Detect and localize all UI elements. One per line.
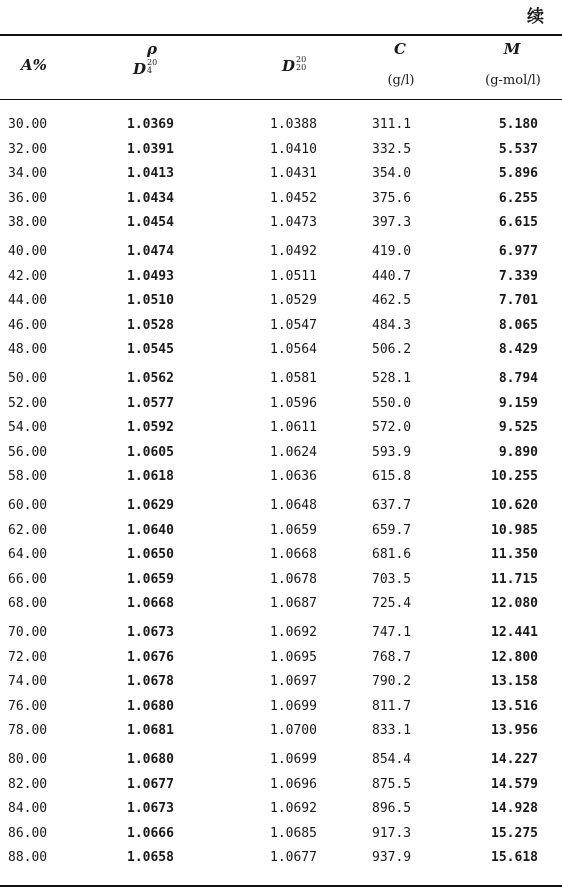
cell-concentration-c: 681.6	[372, 547, 412, 563]
cell-concentration-c: 875.5	[372, 776, 412, 792]
cell-a-percent: 72.00	[8, 649, 48, 665]
cell-density-d20: 1.0687	[270, 596, 317, 612]
header-a-percent: A%	[21, 56, 47, 74]
cell-density-d20: 1.0564	[270, 342, 317, 358]
cell-a-percent: 86.00	[8, 825, 48, 841]
cell-density-d4: 1.0673	[127, 801, 174, 817]
cell-density-d4: 1.0680	[127, 752, 174, 767]
cell-density-d20: 1.0648	[270, 498, 317, 513]
cell-density-d20: 1.0668	[270, 547, 317, 563]
cell-density-d20: 1.0529	[270, 293, 317, 309]
header-rho: ρ	[147, 40, 157, 58]
cell-a-percent: 38.00	[8, 215, 48, 231]
cell-density-d20: 1.0692	[270, 625, 317, 640]
cell-concentration-c: 703.5	[372, 571, 412, 587]
cell-density-d4: 1.0391	[127, 141, 174, 157]
cell-density-d20: 1.0388	[270, 117, 317, 132]
cell-concentration-c: 833.1	[372, 723, 412, 739]
cell-a-percent: 50.00	[8, 371, 48, 386]
cell-molarity-m: 10.255	[491, 469, 538, 485]
header-d4-base: D	[133, 60, 147, 78]
cell-molarity-m: 11.715	[491, 571, 538, 587]
cell-density-d20: 1.0547	[270, 317, 317, 333]
cell-density-d4: 1.0545	[127, 342, 174, 358]
cell-density-d4: 1.0592	[127, 420, 174, 436]
table-row	[0, 417, 562, 439]
cell-a-percent: 34.00	[8, 166, 48, 182]
cell-molarity-m: 9.159	[498, 395, 538, 411]
cell-density-d20: 1.0611	[270, 420, 317, 436]
cell-concentration-c: 659.7	[372, 522, 412, 538]
cell-density-d4: 1.0493	[127, 268, 174, 284]
cell-molarity-m: 15.275	[491, 825, 538, 841]
cell-density-d20: 1.0410	[270, 141, 317, 157]
cell-a-percent: 52.00	[8, 395, 48, 411]
header-d4-sub: 4	[147, 66, 153, 75]
cell-concentration-c: 854.4	[372, 752, 412, 767]
cell-a-percent: 42.00	[8, 268, 48, 284]
header-d4-sup: 20	[147, 58, 158, 67]
cell-concentration-c: 747.1	[372, 625, 412, 640]
header-rule	[0, 99, 562, 100]
cell-density-d20: 1.0695	[270, 649, 317, 665]
cell-molarity-m: 5.896	[498, 166, 538, 182]
cell-concentration-c: 440.7	[372, 268, 412, 284]
cell-concentration-c: 790.2	[372, 674, 412, 690]
cell-concentration-c: 528.1	[372, 371, 412, 386]
cell-molarity-m: 13.516	[491, 698, 538, 714]
header-d20	[282, 56, 332, 75]
cell-density-d4: 1.0369	[127, 117, 174, 132]
table-row	[0, 798, 562, 820]
header-d20-base: D	[282, 57, 296, 75]
cell-density-d20: 1.0699	[270, 698, 317, 714]
cell-density-d4: 1.0658	[127, 850, 174, 866]
table-row	[0, 368, 562, 390]
cell-density-d4: 1.0474	[127, 244, 174, 259]
table-row	[0, 696, 562, 718]
cell-a-percent: 48.00	[8, 342, 48, 358]
cell-a-percent: 58.00	[8, 469, 48, 485]
table-row	[0, 266, 562, 288]
cell-a-percent: 78.00	[8, 723, 48, 739]
cell-molarity-m: 9.525	[498, 420, 538, 436]
cell-concentration-c: 311.1	[372, 117, 412, 132]
cell-density-d20: 1.0473	[270, 215, 317, 231]
cell-molarity-m: 6.615	[498, 215, 538, 231]
table-row	[0, 290, 562, 312]
cell-a-percent: 76.00	[8, 698, 48, 714]
cell-concentration-c: 937.9	[372, 850, 412, 866]
cell-concentration-c: 896.5	[372, 801, 412, 817]
cell-density-d4: 1.0605	[127, 444, 174, 460]
cell-a-percent: 70.00	[8, 625, 48, 640]
table-row	[0, 823, 562, 845]
cell-a-percent: 36.00	[8, 190, 48, 206]
cell-density-d20: 1.0685	[270, 825, 317, 841]
cell-concentration-c: 484.3	[372, 317, 412, 333]
header-c: C	[394, 40, 406, 58]
cell-density-d4: 1.0562	[127, 371, 174, 386]
cell-density-d4: 1.0668	[127, 596, 174, 612]
cell-a-percent: 30.00	[8, 117, 48, 132]
cell-density-d20: 1.0452	[270, 190, 317, 206]
cell-density-d4: 1.0666	[127, 825, 174, 841]
cell-molarity-m: 6.255	[498, 190, 538, 206]
cell-a-percent: 74.00	[8, 674, 48, 690]
header-m: M	[503, 40, 521, 58]
cell-concentration-c: 397.3	[372, 215, 412, 231]
cell-molarity-m: 11.350	[491, 547, 538, 563]
table-row	[0, 593, 562, 615]
table-row	[0, 241, 562, 263]
cell-density-d4: 1.0681	[127, 723, 174, 739]
cell-molarity-m: 13.158	[491, 674, 538, 690]
cell-molarity-m: 15.618	[491, 850, 538, 866]
cell-concentration-c: 506.2	[372, 342, 412, 358]
cell-molarity-m: 6.977	[498, 244, 538, 259]
cell-molarity-m: 10.985	[491, 522, 538, 538]
header-d20-sup: 20	[296, 55, 307, 64]
table-row	[0, 749, 562, 771]
table-row	[0, 774, 562, 796]
cell-density-d20: 1.0636	[270, 469, 317, 485]
cell-concentration-c: 332.5	[372, 141, 412, 157]
cell-a-percent: 46.00	[8, 317, 48, 333]
cell-a-percent: 68.00	[8, 596, 48, 612]
header-c-unit: (g/l)	[387, 73, 415, 88]
table-row	[0, 847, 562, 869]
table-row	[0, 569, 562, 591]
cell-molarity-m: 14.579	[491, 776, 538, 792]
cell-a-percent: 80.00	[8, 752, 48, 767]
cell-density-d4: 1.0618	[127, 469, 174, 485]
cell-molarity-m: 13.956	[491, 723, 538, 739]
cell-a-percent: 82.00	[8, 776, 48, 792]
cell-concentration-c: 615.8	[372, 469, 412, 485]
table-row	[0, 442, 562, 464]
cell-density-d20: 1.0699	[270, 752, 317, 767]
table-row	[0, 544, 562, 566]
table-row	[0, 671, 562, 693]
cell-molarity-m: 7.339	[498, 268, 538, 284]
cell-concentration-c: 725.4	[372, 596, 412, 612]
cell-molarity-m: 12.800	[491, 649, 538, 665]
cell-density-d4: 1.0650	[127, 547, 174, 563]
cell-density-d20: 1.0697	[270, 674, 317, 690]
cell-a-percent: 64.00	[8, 547, 48, 563]
table-row	[0, 647, 562, 669]
table-row	[0, 339, 562, 361]
table-row	[0, 622, 562, 644]
cell-molarity-m: 10.620	[491, 498, 538, 513]
table-row	[0, 315, 562, 337]
table-row	[0, 495, 562, 517]
cell-concentration-c: 550.0	[372, 395, 412, 411]
cell-density-d4: 1.0577	[127, 395, 174, 411]
cell-molarity-m: 12.080	[491, 596, 538, 612]
cell-density-d4: 1.0678	[127, 674, 174, 690]
cell-a-percent: 60.00	[8, 498, 48, 513]
cell-a-percent: 84.00	[8, 801, 48, 817]
cell-density-d4: 1.0659	[127, 571, 174, 587]
cell-concentration-c: 354.0	[372, 166, 412, 182]
cell-concentration-c: 917.3	[372, 825, 412, 841]
cell-a-percent: 44.00	[8, 293, 48, 309]
cell-density-d20: 1.0492	[270, 244, 317, 259]
cell-density-d20: 1.0431	[270, 166, 317, 182]
table-row	[0, 139, 562, 161]
cell-density-d20: 1.0692	[270, 801, 317, 817]
bottom-rule	[0, 885, 562, 887]
cell-molarity-m: 8.429	[498, 342, 538, 358]
cell-molarity-m: 14.928	[491, 801, 538, 817]
cell-density-d20: 1.0659	[270, 522, 317, 538]
cell-a-percent: 66.00	[8, 571, 48, 587]
cell-density-d4: 1.0454	[127, 215, 174, 231]
header-d20-sub: 20	[296, 63, 307, 72]
cell-concentration-c: 419.0	[372, 244, 412, 259]
cell-density-d20: 1.0700	[270, 723, 317, 739]
table-row	[0, 188, 562, 210]
cell-concentration-c: 637.7	[372, 498, 412, 513]
cell-density-d20: 1.0677	[270, 850, 317, 866]
cell-molarity-m: 8.065	[498, 317, 538, 333]
cell-density-d4: 1.0680	[127, 698, 174, 714]
table-row	[0, 466, 562, 488]
cell-a-percent: 88.00	[8, 850, 48, 866]
header-d4	[133, 59, 183, 78]
continued-label: 续	[527, 7, 544, 27]
table-row	[0, 520, 562, 542]
table-row	[0, 212, 562, 234]
cell-molarity-m: 5.537	[498, 141, 538, 157]
cell-a-percent: 40.00	[8, 244, 48, 259]
cell-a-percent: 54.00	[8, 420, 48, 436]
cell-density-d4: 1.0673	[127, 625, 174, 640]
cell-density-d4: 1.0676	[127, 649, 174, 665]
cell-density-d4: 1.0413	[127, 166, 174, 182]
cell-concentration-c: 593.9	[372, 444, 412, 460]
cell-density-d4: 1.0629	[127, 498, 174, 513]
cell-concentration-c: 768.7	[372, 649, 412, 665]
cell-density-d20: 1.0678	[270, 571, 317, 587]
table-row	[0, 114, 562, 136]
cell-density-d4: 1.0677	[127, 776, 174, 792]
cell-molarity-m: 12.441	[491, 625, 538, 640]
header-m-unit: (g-mol/l)	[485, 73, 541, 88]
cell-molarity-m: 9.890	[498, 444, 538, 460]
cell-density-d4: 1.0434	[127, 190, 174, 206]
cell-molarity-m: 7.701	[498, 293, 538, 309]
cell-a-percent: 56.00	[8, 444, 48, 460]
cell-molarity-m: 14.227	[491, 752, 538, 767]
cell-density-d20: 1.0511	[270, 268, 317, 284]
cell-molarity-m: 5.180	[498, 117, 538, 132]
cell-density-d20: 1.0596	[270, 395, 317, 411]
cell-density-d4: 1.0640	[127, 522, 174, 538]
table-row	[0, 393, 562, 415]
cell-molarity-m: 8.794	[498, 371, 538, 386]
cell-density-d20: 1.0696	[270, 776, 317, 792]
cell-concentration-c: 811.7	[372, 698, 412, 714]
table-row	[0, 163, 562, 185]
cell-density-d20: 1.0624	[270, 444, 317, 460]
cell-density-d20: 1.0581	[270, 371, 317, 386]
table-row	[0, 720, 562, 742]
top-rule	[0, 34, 562, 36]
cell-concentration-c: 375.6	[372, 190, 412, 206]
cell-density-d4: 1.0528	[127, 317, 174, 333]
cell-a-percent: 62.00	[8, 522, 48, 538]
cell-a-percent: 32.00	[8, 141, 48, 157]
cell-concentration-c: 572.0	[372, 420, 412, 436]
cell-concentration-c: 462.5	[372, 293, 412, 309]
cell-density-d4: 1.0510	[127, 293, 174, 309]
